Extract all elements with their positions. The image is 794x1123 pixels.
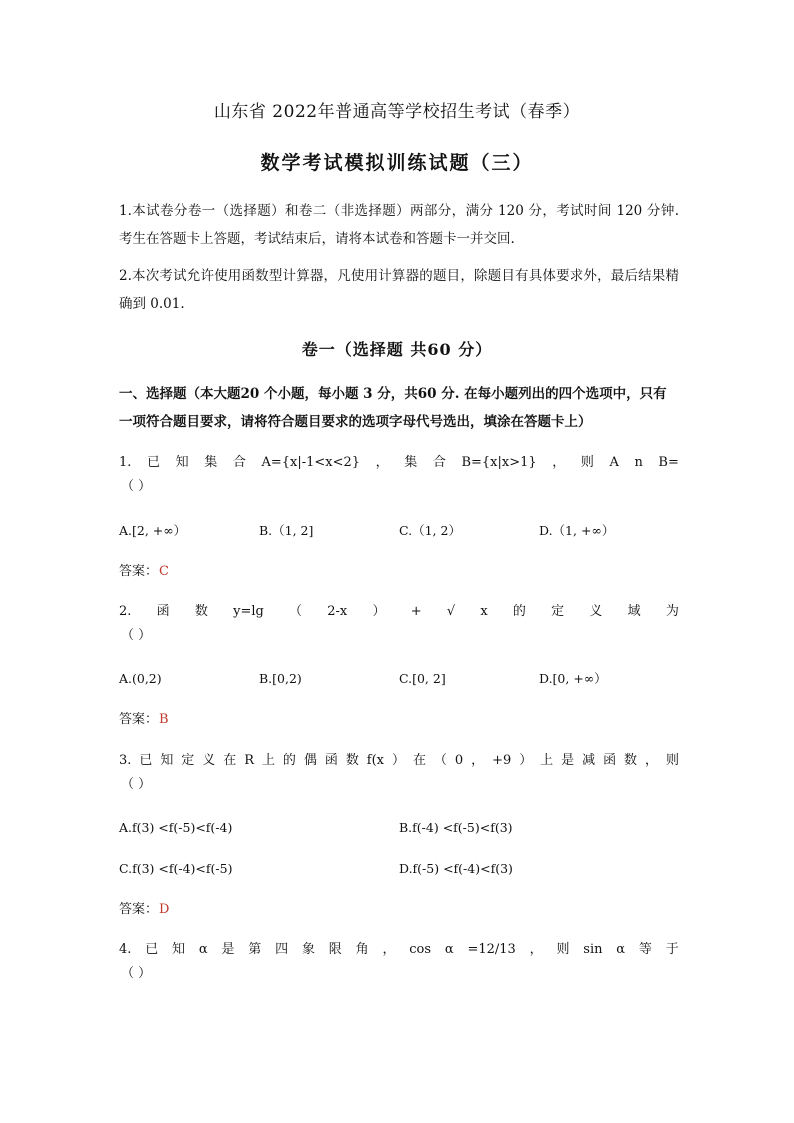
stem-token: ， (645, 753, 659, 768)
stem-token: 限 (328, 942, 342, 957)
stem-token: （ (433, 753, 447, 768)
stem-token: 函 (324, 753, 338, 768)
question-stem (119, 600, 679, 624)
stem-token: 数 (194, 604, 208, 619)
option-c: C.[0, 2] (399, 671, 446, 686)
answer-blank: （ ） (121, 777, 152, 792)
answer-2 (119, 710, 169, 730)
stem-token: 2-x (327, 604, 348, 619)
stem-token: 4. (119, 942, 132, 957)
stem-token: 是 (221, 942, 235, 957)
answer-1 (119, 562, 169, 582)
option-c: C.f(3) <f(-4)<f(-5) (119, 861, 233, 876)
stem-token: 2. (119, 604, 132, 619)
stem-token: ） (372, 604, 386, 619)
option-d: D.[0, +∞） (539, 671, 607, 686)
stem-token: 定 (181, 753, 195, 768)
stem-token: 已 (147, 455, 161, 470)
option-d: D.f(-5) <f(-4)<f(3) (399, 861, 513, 876)
option-a: A.[2, +∞） (119, 523, 187, 538)
stem-token: ） (519, 753, 533, 768)
stem-token: +9 (492, 753, 512, 768)
stem-token: 已 (145, 942, 159, 957)
stem-token: ， (552, 455, 566, 470)
question-4 (119, 938, 679, 986)
answer-value: B (159, 712, 169, 727)
stem-token: ， (529, 942, 543, 957)
stem-token: 是 (561, 753, 575, 768)
stem-token: sin (583, 942, 603, 957)
exam-note-1: 1.本试卷分卷一（选择题）和卷二（非选择题）两部分，满分 120 分，考试时间 120 分钟. 考生在答题卡上答题，考试结束后，请将本试卷和答题卡一并交回. (119, 203, 679, 247)
answer-value: C (159, 564, 169, 579)
stem-token: ， (375, 455, 389, 470)
option-a: A.f(3) <f(-5)<f(-4) (119, 820, 233, 835)
stem-token: + (410, 604, 422, 619)
question-2 (119, 600, 679, 648)
question-3-options-row-1 (119, 818, 679, 838)
option-d: D.（1, +∞） (539, 523, 615, 538)
stem-token: 在 (412, 753, 426, 768)
stem-token: 则 (556, 942, 570, 957)
answer-value: D (159, 902, 170, 917)
question-3-options-row-2 (119, 859, 679, 879)
stem-token: f(x (366, 753, 385, 768)
stem-token: A (609, 455, 619, 470)
question-1 (119, 451, 679, 499)
question-stem (119, 938, 679, 962)
stem-token: cos (409, 942, 432, 957)
exam-subtitle: 数学考试模拟训练试题（三） (260, 152, 534, 174)
stem-token: A={x|-1<x<2} (261, 455, 361, 470)
question-2-options (119, 669, 679, 689)
stem-token: 集 (404, 455, 418, 470)
answer-label: 答案： (119, 712, 159, 727)
exam-note-2: 2.本次考试允许使用函数型计算器，凡使用计算器的题目，除题目有具体要求外，最后结果精确到 0.01. (119, 268, 679, 312)
stem-token: =12/13 (467, 942, 516, 957)
question-stem (119, 451, 679, 475)
question-3 (119, 749, 679, 797)
stem-token: ， (471, 753, 485, 768)
stem-token: 偶 (303, 753, 317, 768)
stem-token: 于 (665, 942, 679, 957)
option-b: B.[0,2) (259, 671, 302, 686)
stem-token: 函 (156, 604, 170, 619)
stem-token: 上 (261, 753, 275, 768)
stem-token: 则 (580, 455, 594, 470)
stem-token: 1. (119, 455, 132, 470)
stem-token: 义 (202, 753, 216, 768)
answer-blank: （ ） (121, 628, 152, 643)
section-instructions: 一、选择题（本大题20 个小题，每小题 3 分，共60 分. 在每小题列出的四个选项中，只有一项符合题目要求，请将符合题目要求的选项字母代号选出，填涂在答题卡上） (119, 386, 667, 430)
stem-token: 合 (432, 455, 446, 470)
stem-token: 知 (172, 942, 186, 957)
stem-token: 四 (275, 942, 289, 957)
stem-token: ） (391, 753, 405, 768)
question-stem (119, 749, 679, 773)
stem-token: 知 (160, 753, 174, 768)
question-1-options (119, 521, 679, 541)
stem-token: 数 (345, 753, 359, 768)
stem-token: B= (658, 455, 679, 470)
stem-token: α (444, 942, 454, 957)
stem-token: 第 (248, 942, 262, 957)
stem-token: （ (289, 604, 303, 619)
stem-token: 合 (232, 455, 246, 470)
option-c: C.（1, 2） (399, 523, 461, 538)
stem-token: √ (446, 604, 456, 619)
stem-token: 0 (454, 753, 464, 768)
stem-token: ， (382, 942, 396, 957)
stem-token: 义 (589, 604, 603, 619)
answer-3 (119, 900, 169, 920)
stem-token: 等 (638, 942, 652, 957)
stem-token: 则 (665, 753, 679, 768)
stem-token: B={x|x>1} (461, 455, 537, 470)
stem-token: 角 (355, 942, 369, 957)
stem-token: 的 (282, 753, 296, 768)
answer-label: 答案： (119, 902, 159, 917)
answer-blank: （ ） (121, 966, 152, 981)
stem-token: 减 (582, 753, 596, 768)
option-b: B.f(-4) <f(-5)<f(3) (399, 820, 513, 835)
answer-label: 答案： (119, 564, 159, 579)
stem-token: 定 (551, 604, 565, 619)
stem-token: 在 (223, 753, 237, 768)
exam-title: 山东省 2022年普通高等学校招生考试（春季） (213, 102, 581, 122)
stem-token: 的 (512, 604, 526, 619)
stem-token: 函 (603, 753, 617, 768)
stem-token: y=lg (233, 604, 264, 619)
stem-token: 象 (301, 942, 315, 957)
stem-token: 域 (627, 604, 641, 619)
stem-token: α (616, 942, 626, 957)
option-a: A.(0,2) (119, 671, 162, 686)
stem-token: n (634, 455, 643, 470)
option-b: B.（1, 2] (259, 523, 314, 538)
section-title: 卷一（选择题 共60 分） (301, 340, 493, 359)
stem-token: 集 (204, 455, 218, 470)
stem-token: 数 (624, 753, 638, 768)
stem-token: R (244, 753, 254, 768)
stem-token: 为 (665, 604, 679, 619)
stem-token: α (198, 942, 208, 957)
stem-token: 上 (540, 753, 554, 768)
stem-token: x (480, 604, 488, 619)
stem-token: 知 (175, 455, 189, 470)
stem-token: 已 (139, 753, 153, 768)
answer-blank: （ ） (121, 479, 152, 494)
stem-token: 3. (119, 753, 132, 768)
